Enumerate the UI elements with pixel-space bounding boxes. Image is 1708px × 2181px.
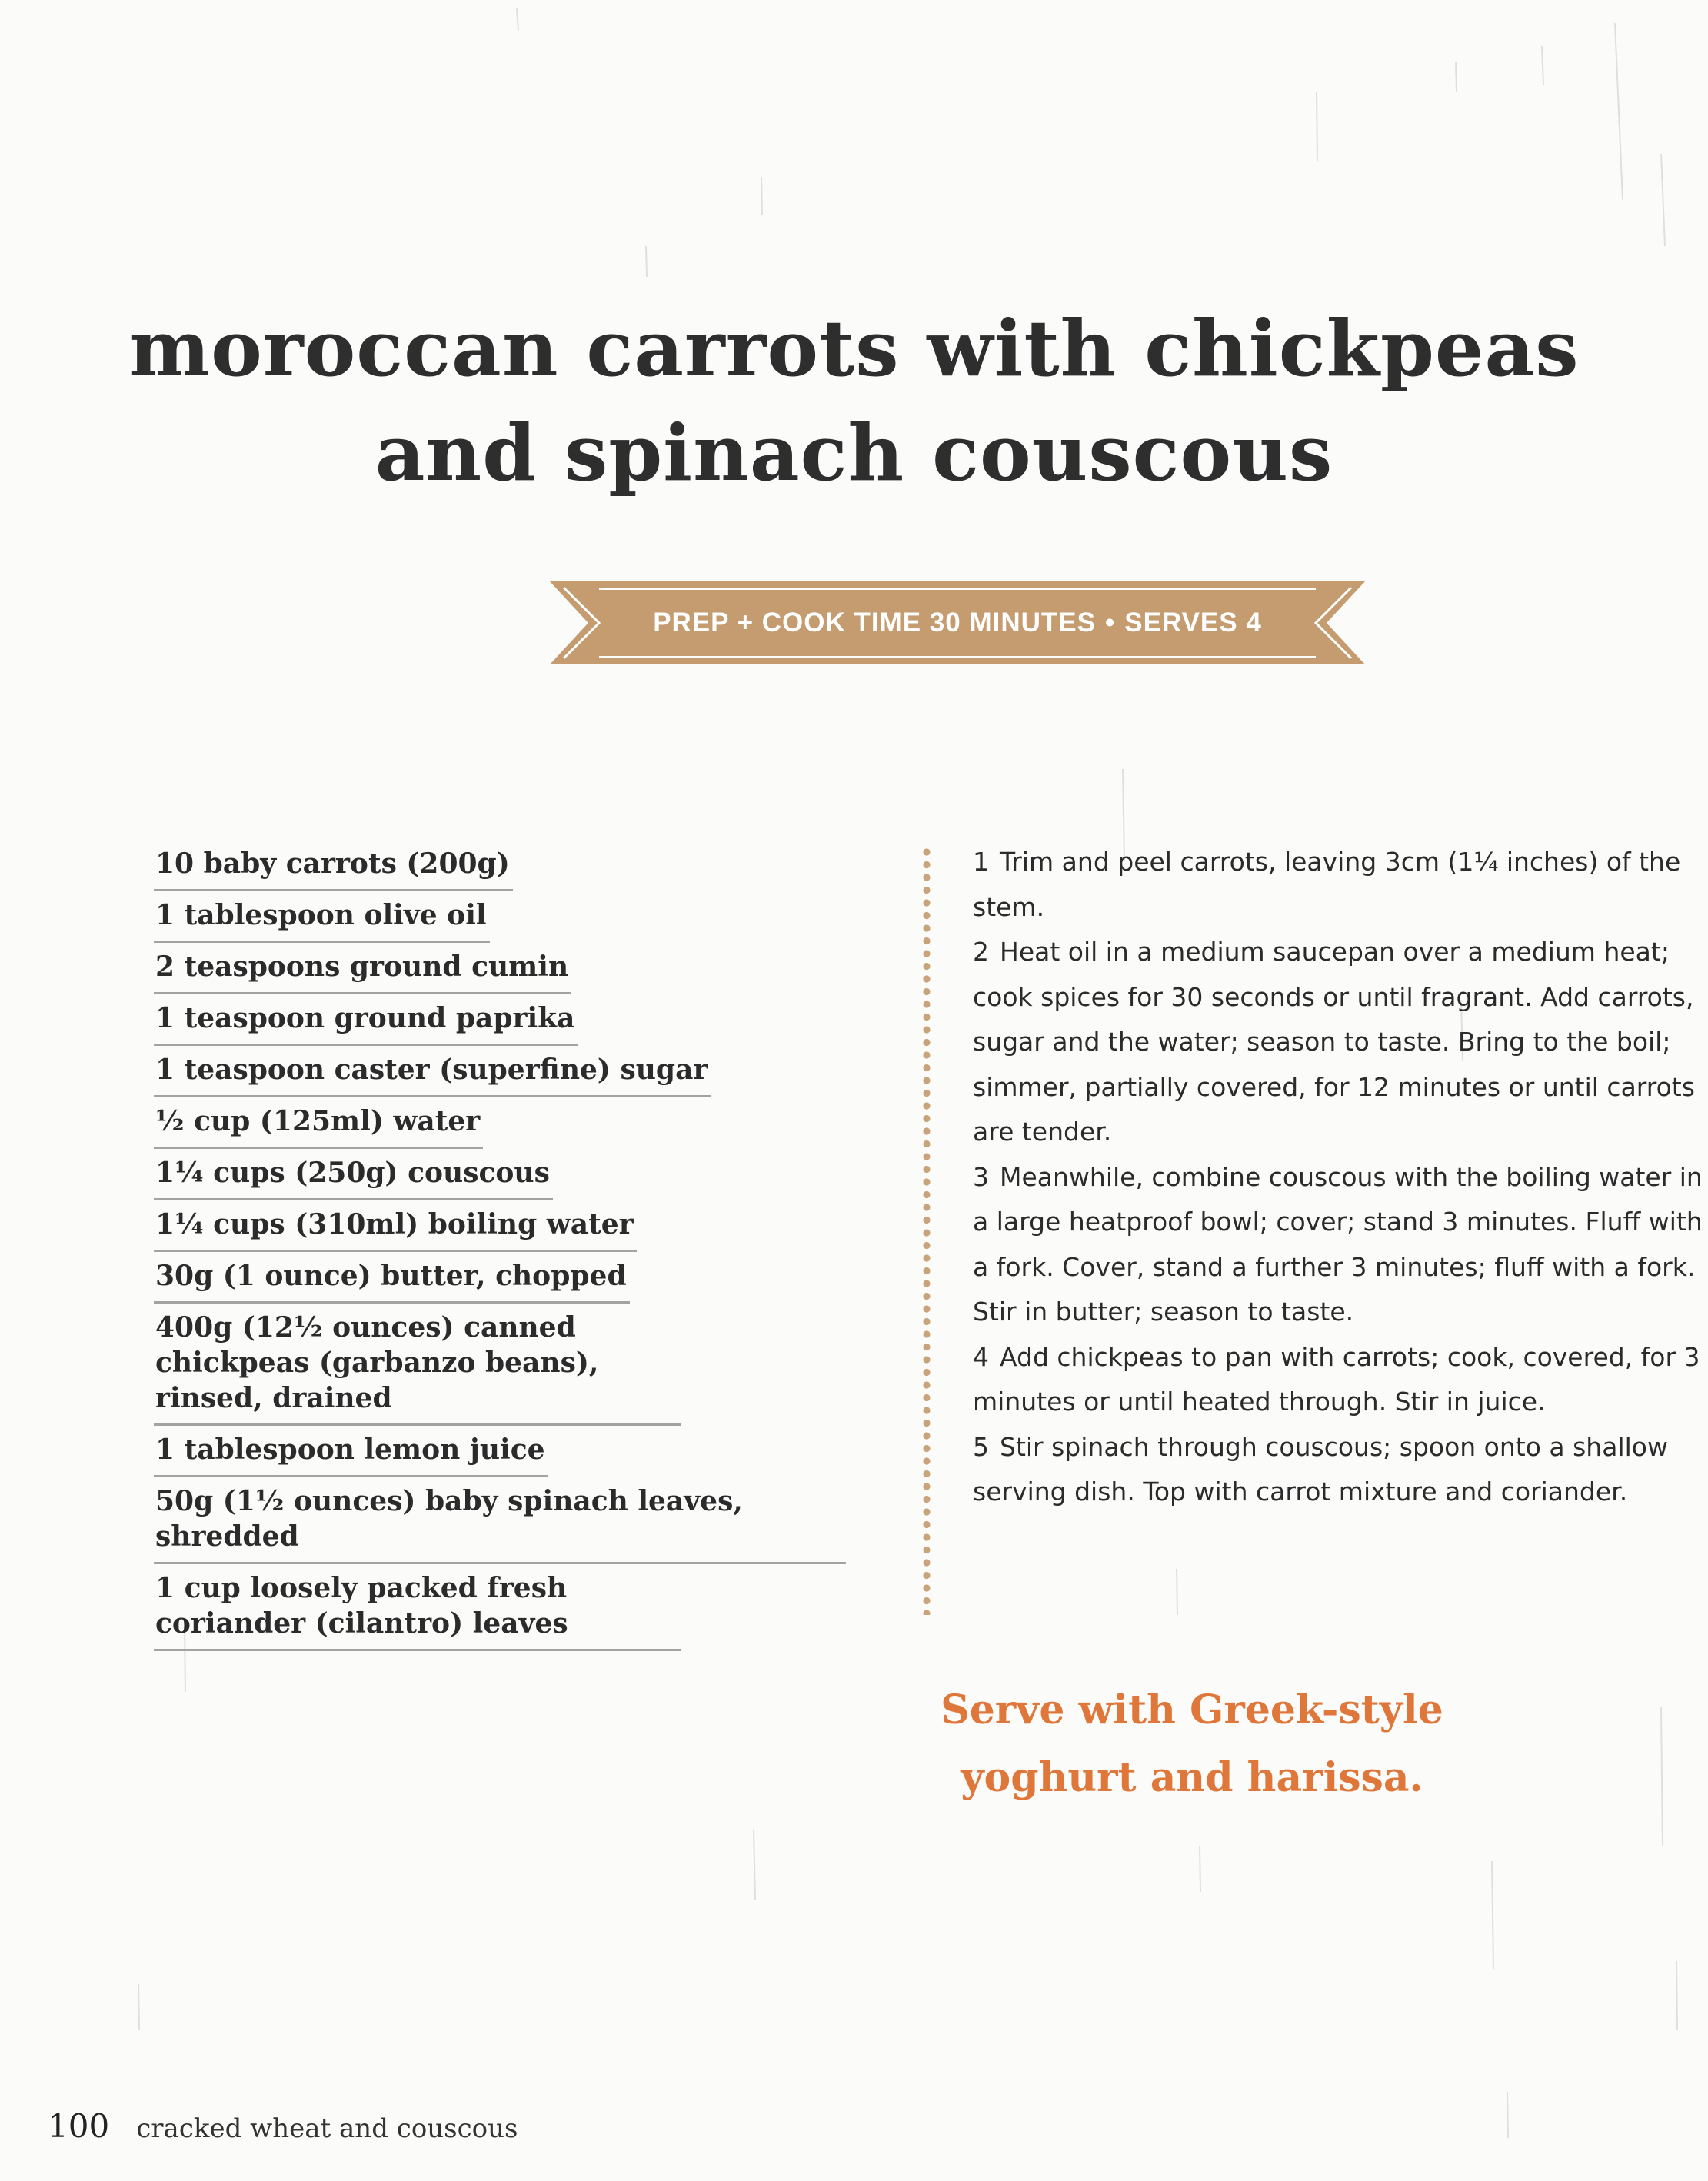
divider-dot	[923, 1280, 930, 1287]
divider-dot	[923, 1229, 930, 1236]
ingredient-item: 1 tablespoon olive oil	[154, 891, 490, 943]
divider-dot	[923, 1001, 930, 1007]
ingredient-item: 1¼ cups (250g) couscous	[154, 1149, 553, 1200]
ingredients-list	[154, 840, 846, 1651]
divider-dot	[923, 1597, 930, 1604]
divider-dot	[923, 1254, 930, 1261]
divider-dot	[923, 1547, 930, 1553]
divider-dot	[923, 874, 930, 881]
divider-dot	[923, 963, 930, 970]
recipe-title	[0, 296, 1708, 505]
ingredient-item: 400g (12½ ounces) canned chickpeas (garbanzo beans), rinsed, drained	[154, 1304, 681, 1426]
divider-dot	[923, 1305, 930, 1312]
divider-dot	[923, 1178, 930, 1185]
divider-dot	[923, 1115, 930, 1122]
divider-dot	[923, 1457, 930, 1464]
divider-dot	[923, 1318, 930, 1325]
banner-text	[550, 578, 1365, 668]
divider-dot	[923, 975, 930, 982]
step-text: Heat oil in a medium saucepan over a medium heat; cook spices for 30 seconds or until fragrant. Add carrots, sugar and the water; season to taste. Bring to the boil; simmer, partially covered, for 12 minutes or until carrots are tender.	[973, 937, 1695, 1147]
divider-dot	[923, 1572, 930, 1579]
page-number: 100	[48, 2107, 110, 2145]
divider-dot	[923, 1204, 930, 1210]
divider-dot	[923, 1470, 930, 1477]
step-text: Add chickpeas to pan with carrots; cook, covered, for 3 minutes or until heated through. Stir in juice.	[973, 1341, 1700, 1417]
banner-separator: •	[1104, 608, 1116, 638]
prep-time-banner	[550, 578, 1365, 668]
divider-dot	[923, 1242, 930, 1249]
section-name: cracked wheat and couscous	[136, 2113, 518, 2144]
divider-dot	[923, 1153, 930, 1160]
divider-dot	[923, 1051, 930, 1058]
serves-label: SERVES 4	[1124, 608, 1262, 638]
divider-dot	[923, 1077, 930, 1084]
divider-dot	[923, 1496, 930, 1503]
method-step	[973, 840, 1708, 930]
dotted-divider	[921, 846, 933, 1615]
ingredient-item: 50g (1½ ounces) baby spinach leaves, shredded	[154, 1477, 846, 1564]
divider-dot	[923, 1394, 930, 1401]
ingredient-item: 1 tablespoon lemon juice	[154, 1426, 548, 1477]
step-text: Stir spinach through couscous; spoon onto a shallow serving dish. Top with carrot mixture and coriander.	[973, 1431, 1668, 1507]
divider-dot	[923, 1508, 930, 1515]
ingredient-item: 1¼ cups (310ml) boiling water	[154, 1200, 637, 1252]
divider-dot	[923, 887, 930, 894]
divider-dot	[923, 1026, 930, 1033]
serving-tip-line1: Serve with Greek-style	[941, 1687, 1443, 1733]
divider-dot	[923, 1090, 930, 1097]
divider-dot	[923, 1191, 930, 1198]
step-text: Meanwhile, combine couscous with the boiling water in a large heatproof bowl; cover; stand 3 minutes. Fluff with a fork. Cover, stand a further 3 minutes; fluff with a fork. Stir in butter; season to taste.	[973, 1161, 1703, 1327]
ingredient-item: 1 teaspoon caster (superfine) sugar	[154, 1046, 711, 1097]
divider-dot	[923, 1217, 930, 1224]
divider-dot	[923, 1584, 930, 1591]
method-step	[973, 1425, 1708, 1515]
divider-dot	[923, 1445, 930, 1452]
recipe-title-line1: moroccan carrots with chickpeas	[128, 303, 1580, 394]
divider-dot	[923, 1521, 930, 1528]
divider-dot	[923, 1127, 930, 1134]
divider-dot	[923, 1039, 930, 1046]
method-step	[973, 1155, 1708, 1335]
divider-dot	[923, 1330, 930, 1337]
ingredient-item: 30g (1 ounce) butter, chopped	[154, 1252, 630, 1304]
divider-dot	[923, 1432, 930, 1439]
divider-dot	[923, 1102, 930, 1109]
divider-dot	[923, 912, 930, 919]
step-text: Trim and peel carrots, leaving 3cm (1¼ inches) of the stem.	[973, 847, 1681, 922]
serving-tip-line2: yoghurt and harissa.	[961, 1754, 1423, 1801]
divider-dot	[923, 1559, 930, 1566]
prep-cook-time-label: PREP + COOK TIME 30 MINUTES	[653, 608, 1096, 638]
divider-dot	[923, 848, 930, 855]
divider-dot	[923, 1064, 930, 1071]
ingredient-item: ½ cup (125ml) water	[154, 1097, 483, 1149]
divider-dot	[923, 1356, 930, 1363]
divider-dot	[923, 937, 930, 944]
divider-dot	[923, 988, 930, 995]
divider-dot	[923, 899, 930, 906]
divider-dot	[923, 1166, 930, 1173]
divider-dot	[923, 1420, 930, 1427]
ingredient-item: 10 baby carrots (200g)	[154, 840, 513, 891]
divider-dot	[923, 1267, 930, 1274]
divider-dot	[923, 1293, 930, 1300]
divider-dot	[923, 1369, 930, 1376]
method-step	[973, 930, 1708, 1155]
step-number: 4	[973, 1341, 989, 1372]
recipe-title-line2: and spinach couscous	[375, 408, 1333, 498]
divider-dot	[923, 1014, 930, 1021]
ingredient-item: 1 cup loosely packed fresh coriander (cilantro) leaves	[154, 1564, 681, 1651]
divider-dot	[923, 1407, 930, 1413]
method-step	[973, 1335, 1708, 1425]
step-number: 5	[973, 1431, 989, 1462]
divider-dot	[923, 1344, 930, 1350]
divider-dot	[923, 924, 930, 931]
divider-dot	[923, 861, 930, 868]
serving-tip	[923, 1677, 1461, 1812]
divider-dot	[923, 1533, 930, 1540]
divider-dot	[923, 1610, 930, 1615]
step-number: 3	[973, 1161, 989, 1192]
method-steps	[973, 840, 1708, 1515]
divider-dot	[923, 1140, 930, 1147]
ingredient-item: 1 teaspoon ground paprika	[154, 994, 578, 1046]
step-number: 1	[973, 847, 989, 877]
ingredient-item: 2 teaspoons ground cumin	[154, 943, 571, 994]
divider-dot	[923, 1381, 930, 1388]
divider-dot	[923, 1483, 930, 1490]
divider-dot	[923, 950, 930, 957]
step-number: 2	[973, 937, 989, 967]
page-footer	[48, 2107, 518, 2153]
